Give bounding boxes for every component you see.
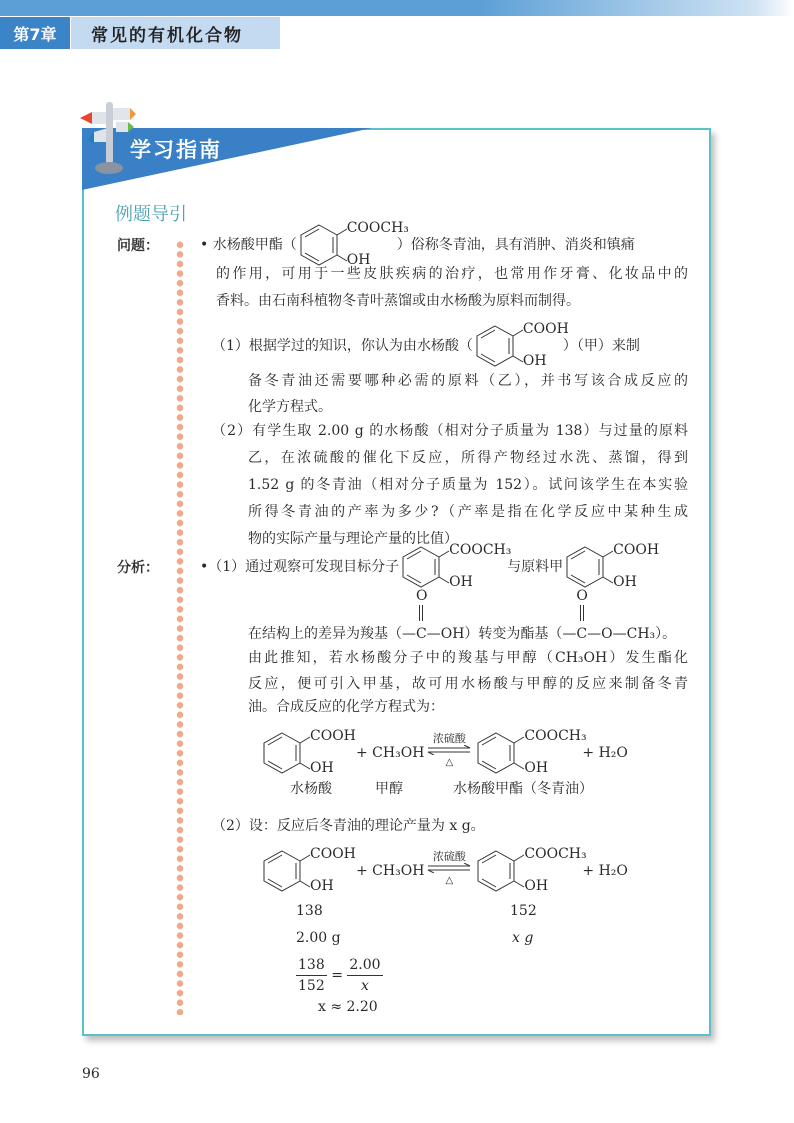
name-salicylic-acid: 水杨酸 <box>290 781 332 797</box>
question-2-line-4: 所得冬青油的产率为多少?（产率是指在化学反应中某种生成 <box>248 504 688 520</box>
problem-line-1: • 水杨酸甲酯（ COOCH₃ OH ）俗称冬青油，具有消肿、消炎和镇痛 <box>200 220 635 268</box>
result: x ≈ 2.20 <box>318 999 378 1015</box>
dotted-divider <box>176 240 184 1015</box>
name-methanol: 甲醇 <box>375 781 403 797</box>
analysis-2-line-1: （2）设：反应后冬青油的理论产量为 x g。 <box>212 818 485 834</box>
question-1-line-1: （1）根据学过的知识，你认为由水杨酸（ COOH OH ）（甲）来制 <box>212 321 640 369</box>
problem-line-2: 的作用，可用于一些皮肤疾病的治疗，也常用作牙膏、化妆品中的 <box>216 266 688 282</box>
name-methyl-salicylate: 水杨酸甲酯（冬青油） <box>453 781 593 797</box>
methyl-salicylate-structure: COOCH₃ OH <box>474 848 582 894</box>
analysis-1-functional-groups: 在结构上的差异为羧基（— O C—OH）转变为酯基（— O C—O—CH₃）。 <box>248 588 677 642</box>
question-2-line-1: （2）有学生取 2.00 g 的水杨酸（相对分子质量为 138）与过量的原料 <box>212 423 688 439</box>
carbonyl-group: O C <box>576 588 588 642</box>
signpost-icon <box>78 100 138 180</box>
problem-label: 问题： <box>117 238 159 254</box>
guide-title: 学习指南 <box>130 138 222 162</box>
section-subtitle: 例题导引 <box>115 204 187 225</box>
question-2-line-3: 1.52 g 的冬青油（相对分子质量为 152）。试问该学生在本实验 <box>248 477 688 493</box>
salicylic-acid-structure: COOH OH <box>260 730 356 776</box>
benzene-ring-icon <box>474 848 526 894</box>
benzene-ring-icon <box>260 848 312 894</box>
question-1-line-3: 化学方程式。 <box>248 399 332 415</box>
reversible-arrow: 浓硫酸 △ <box>426 743 472 763</box>
question-1-line-2: 备冬青油还需要哪种必需的原料（乙），并书写该合成反应的 <box>248 373 688 389</box>
benzene-ring-icon <box>474 730 526 776</box>
molar-mass-acid: 138 <box>296 903 323 919</box>
molar-mass-ester: 152 <box>510 903 537 919</box>
carbonyl-group: O C <box>416 588 428 642</box>
analysis-1-line-3: 由此推知，若水杨酸分子中的羧基与甲醇（CH₃OH）发生酯化 <box>248 650 688 666</box>
mass-ester: x g <box>512 930 534 946</box>
salicylic-acid-structure: COOH OH <box>563 544 653 590</box>
benzene-ring-icon <box>563 544 615 590</box>
page-number: 96 <box>82 1066 100 1082</box>
question-2-line-5: 物的实际产量与理论产量的比值） <box>248 531 458 547</box>
proportion-equation: $\frac{138}{152}$ = $\frac{2.00}{x}$ <box>298 957 381 994</box>
top-bar <box>0 0 794 16</box>
mass-acid: 2.00 g <box>296 930 341 946</box>
reaction-equation-2: COOH OH + CH₃OH 浓硫酸 △ COOCH₃ OH + H₂O <box>260 848 628 894</box>
chapter-number: 第7章 <box>0 17 70 49</box>
methyl-salicylate-structure: COOCH₃ OH <box>474 730 582 776</box>
analysis-1-line-1: •（1）通过观察可发现目标分子 COOCH₃ OH 与原料甲 COOH OH <box>200 542 660 590</box>
benzene-ring-icon <box>473 323 525 369</box>
analysis-1-line-5: 油。合成反应的化学方程式为： <box>248 699 444 715</box>
question-2-line-2: 乙，在浓硫酸的催化下反应，所得产物经过水洗、蒸馏，得到 <box>248 450 688 466</box>
benzene-ring-icon <box>260 730 312 776</box>
chapter-title: 常见的有机化合物 <box>71 17 280 49</box>
reaction-equation-1: COOH OH + CH₃OH 浓硫酸 △ COOCH₃ OH + H₂O <box>260 730 628 776</box>
methyl-salicylate-structure: COOCH₃ OH <box>399 544 507 590</box>
reversible-arrow: 浓硫酸 △ <box>426 861 472 881</box>
methyl-salicylate-structure: COOCH₃ OH <box>297 222 397 268</box>
benzene-ring-icon <box>297 222 349 268</box>
analysis-label: 分析： <box>117 560 159 576</box>
salicylic-acid-structure: COOH OH <box>260 848 356 894</box>
problem-line-3: 香料。由石南科植物冬青叶蒸馏或由水杨酸为原料而制得。 <box>216 293 580 309</box>
benzene-ring-icon <box>399 544 451 590</box>
analysis-1-line-4: 反应，便可引入甲基，故可用水杨酸与甲醇的反应来制备冬青 <box>248 676 688 692</box>
salicylic-acid-structure: COOH OH <box>473 323 563 369</box>
